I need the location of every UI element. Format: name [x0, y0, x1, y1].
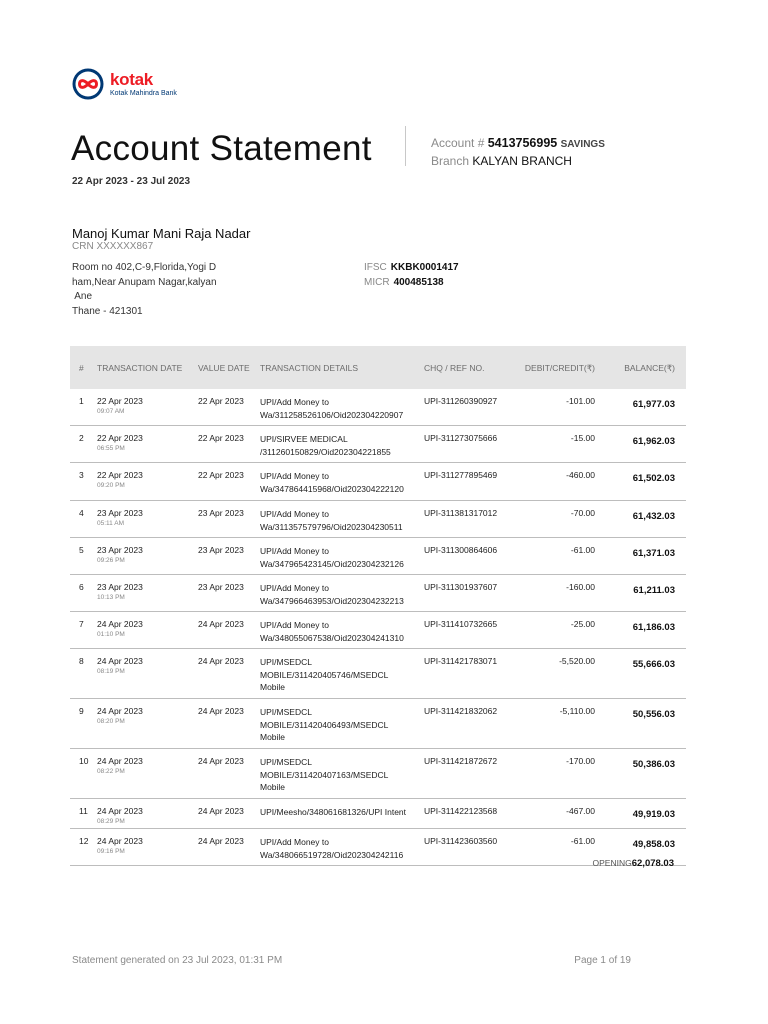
row-balance: 55,666.03	[632, 659, 675, 670]
row-transaction-date: 24 Apr 2023	[97, 706, 143, 716]
row-details-line: UPI/Meesho/348061681326/UPI Intent	[260, 807, 407, 817]
row-transaction-date: 24 Apr 2023	[97, 619, 143, 629]
account-number: 5413756995	[487, 136, 558, 150]
row-details-line: UPI/Add Money to	[260, 837, 329, 847]
row-transaction-date: 22 Apr 2023	[97, 433, 143, 443]
row-details-line: Mobile	[260, 682, 286, 692]
row-transaction-time: 08:19 PM	[97, 668, 125, 675]
bank-name: kotak	[110, 70, 153, 89]
header-ref: CHQ / REF NO.	[424, 363, 485, 373]
row-details-line: Mobile	[260, 782, 286, 792]
row-amount: -160.00	[566, 582, 595, 592]
row-transaction-date: 23 Apr 2023	[97, 545, 143, 555]
row-balance: 50,386.03	[632, 759, 675, 770]
row-balance: 61,977.03	[632, 399, 675, 410]
row-transaction-time: 01:10 PM	[97, 631, 125, 638]
row-transaction-time: 08:22 PM	[97, 768, 125, 775]
customer-name: Manoj Kumar Mani Raja Nadar	[72, 226, 251, 241]
row-details-line: /311260150829/Oid202304221855	[260, 446, 391, 457]
row-index: 2	[79, 433, 84, 443]
row-amount: -61.00	[570, 545, 595, 555]
account-info	[431, 136, 605, 150]
row-details	[260, 545, 428, 570]
row-details-line: Wa/347966463953/Oid202304232213	[260, 595, 404, 606]
table-body	[70, 389, 686, 866]
row-details-line: UPI/SIRVEE MEDICAL	[260, 434, 348, 444]
row-value-date: 22 Apr 2023	[198, 396, 244, 406]
customer-crn: CRN XXXXXX867	[72, 241, 154, 252]
header-index: #	[79, 363, 84, 373]
branch-label: Branch	[431, 154, 470, 168]
micr-info	[364, 277, 444, 288]
row-ref-number: UPI-311301937607	[424, 582, 498, 592]
row-value-date: 23 Apr 2023	[198, 508, 244, 518]
row-index: 1	[79, 396, 84, 406]
row-ref-number: UPI-311410732665	[424, 619, 498, 629]
opening-balance	[593, 858, 674, 869]
row-ref-number: UPI-311422123568	[424, 806, 498, 816]
row-ref-number: UPI-311300864606	[424, 545, 498, 555]
ifsc-info	[364, 262, 459, 273]
row-value-date: 24 Apr 2023	[198, 806, 244, 816]
row-ref-number: UPI-311260390927	[424, 396, 498, 406]
header-divider	[405, 126, 406, 166]
transactions-table	[70, 346, 686, 866]
account-type: SAVINGS	[560, 139, 605, 150]
row-details-line: UPI/Add Money to	[260, 583, 329, 593]
row-balance: 61,186.03	[632, 622, 675, 633]
row-details-line: UPI/Add Money to	[260, 620, 329, 630]
row-balance: 61,432.03	[632, 511, 675, 522]
row-ref-number: UPI-311421872672	[424, 756, 498, 766]
row-details-line: UPI/Add Money to	[260, 546, 329, 556]
row-index: 10	[79, 756, 89, 766]
row-transaction-date: 22 Apr 2023	[97, 396, 143, 406]
row-details	[260, 619, 428, 644]
header-txn-date: TRANSACTION DATE	[97, 363, 183, 373]
row-details	[260, 508, 428, 533]
row-details-line: Wa/348055067538/Oid202304241310	[260, 632, 404, 643]
row-ref-number: UPI-311421783071	[424, 656, 498, 666]
row-value-date: 24 Apr 2023	[198, 756, 244, 766]
row-value-date: 24 Apr 2023	[198, 619, 244, 629]
row-balance: 61,211.03	[633, 585, 675, 596]
row-balance: 61,502.03	[632, 473, 675, 484]
page-number: Page 1 of 19	[574, 955, 631, 966]
row-value-date: 24 Apr 2023	[198, 836, 244, 846]
row-details-line: MOBILE/311420406493/MSEDCL	[260, 719, 389, 730]
table-row	[70, 501, 686, 538]
row-details	[260, 433, 428, 458]
header-balance: BALANCE(₹)	[624, 363, 675, 373]
row-value-date: 24 Apr 2023	[198, 706, 244, 716]
row-index: 8	[79, 656, 84, 666]
row-amount: -5,110.00	[559, 706, 595, 716]
ifsc-label: IFSC	[364, 262, 387, 273]
row-amount: -170.00	[566, 756, 595, 766]
row-transaction-date: 22 Apr 2023	[97, 470, 143, 480]
row-index: 3	[79, 470, 84, 480]
row-ref-number: UPI-311273075666	[424, 433, 498, 443]
row-transaction-time: 10:13 PM	[97, 594, 125, 601]
ifsc-code: KKBK0001417	[390, 262, 459, 273]
row-transaction-time: 09:26 PM	[97, 557, 125, 564]
table-row	[70, 575, 686, 612]
row-details-line: MOBILE/311420407163/MSEDCL	[260, 769, 389, 780]
row-details	[260, 396, 428, 421]
row-details	[260, 582, 428, 607]
row-details-line: Wa/347864415968/Oid202304222120	[260, 483, 404, 494]
row-transaction-time: 09:16 PM	[97, 848, 125, 855]
table-row	[70, 749, 686, 799]
row-index: 5	[79, 545, 84, 555]
row-transaction-time: 08:20 PM	[97, 718, 125, 725]
row-ref-number: UPI-311381317012	[424, 508, 498, 518]
row-index: 11	[79, 806, 88, 816]
branch-name: KALYAN BRANCH	[472, 154, 572, 168]
opening-value: 62,078.03	[631, 858, 674, 869]
row-amount: -460.00	[566, 470, 595, 480]
row-details-line: UPI/MSEDCL	[260, 707, 312, 717]
row-ref-number: UPI-311421832062	[424, 706, 498, 716]
address-line: ham,Near Anupam Nagar,kalyan	[72, 276, 217, 288]
opening-label: OPENING	[592, 858, 632, 868]
table-row	[70, 538, 686, 575]
micr-code: 400485138	[393, 277, 444, 288]
table-row	[70, 389, 686, 426]
table-row	[70, 699, 686, 749]
row-amount: -70.00	[570, 508, 595, 518]
row-transaction-date: 24 Apr 2023	[97, 756, 143, 766]
row-transaction-time: 09:07 AM	[97, 408, 125, 415]
row-transaction-date: 24 Apr 2023	[97, 836, 143, 846]
row-balance: 50,556.03	[632, 709, 675, 720]
row-details	[260, 756, 428, 794]
row-balance: 61,371.03	[632, 548, 675, 559]
row-value-date: 24 Apr 2023	[198, 656, 244, 666]
table-row	[70, 649, 686, 699]
row-value-date: 22 Apr 2023	[198, 433, 244, 443]
row-transaction-date: 24 Apr 2023	[97, 656, 143, 666]
table-row	[70, 612, 686, 649]
row-balance: 49,858.03	[632, 839, 675, 850]
address-line: Ane	[72, 291, 93, 302]
table-row	[70, 799, 686, 829]
row-index: 9	[79, 706, 84, 716]
row-ref-number: UPI-311423603560	[424, 836, 498, 846]
row-value-date: 23 Apr 2023	[198, 545, 244, 555]
header-details: TRANSACTION DETAILS	[260, 363, 359, 373]
row-details-line: UPI/MSEDCL	[260, 657, 312, 667]
kotak-logo	[72, 68, 177, 100]
row-value-date: 22 Apr 2023	[198, 470, 244, 480]
row-amount: -467.00	[566, 806, 595, 816]
row-amount: -61.00	[570, 836, 595, 846]
row-transaction-time: 08:29 PM	[97, 818, 125, 825]
row-transaction-date: 24 Apr 2023	[97, 806, 143, 816]
table-row	[70, 463, 686, 501]
row-details-line: UPI/Add Money to	[260, 471, 329, 481]
row-index: 12	[79, 836, 89, 846]
row-details-line: Wa/311357579796/Oid202304230511	[260, 521, 403, 532]
statement-generated: Statement generated on 23 Jul 2023, 01:31 PM	[72, 955, 283, 966]
row-details	[260, 656, 428, 694]
row-index: 6	[79, 582, 84, 592]
row-value-date: 23 Apr 2023	[198, 582, 244, 592]
row-transaction-date: 23 Apr 2023	[97, 508, 143, 518]
header-value-date: VALUE DATE	[198, 363, 250, 373]
row-transaction-time: 09:20 PM	[97, 482, 125, 489]
row-amount: -5,520.00	[559, 656, 595, 666]
row-amount: -25.00	[570, 619, 595, 629]
row-ref-number: UPI-311277895469	[424, 470, 498, 480]
row-details-line: UPI/Add Money to	[260, 397, 329, 407]
page-title: Account Statement	[71, 129, 372, 168]
row-transaction-time: 06:55 PM	[97, 445, 125, 452]
row-details-line: Mobile	[260, 732, 286, 742]
row-details-line: Wa/311258526106/Oid202304220907	[260, 409, 404, 420]
row-amount: -101.00	[566, 396, 595, 406]
row-details-line: MOBILE/311420405746/MSEDCL	[260, 669, 389, 680]
row-details-line: UPI/Add Money to	[260, 509, 329, 519]
table-header	[70, 346, 686, 389]
branch-info	[431, 154, 572, 168]
statement-period: 22 Apr 2023 - 23 Jul 2023	[72, 176, 191, 187]
row-index: 4	[79, 508, 84, 518]
kotak-infinity-icon	[72, 68, 104, 100]
row-details-line: Wa/347965423145/Oid202304232126	[260, 558, 404, 569]
account-label: Account #	[431, 136, 485, 150]
row-amount: -15.00	[570, 433, 595, 443]
row-transaction-date: 23 Apr 2023	[97, 582, 143, 592]
row-details	[260, 706, 428, 744]
row-details-line: UPI/MSEDCL	[260, 757, 312, 767]
row-index: 7	[79, 619, 84, 629]
micr-label: MICR	[364, 277, 390, 288]
bank-subtitle: Kotak Mahindra Bank	[110, 90, 177, 97]
table-row	[70, 426, 686, 463]
customer-address	[72, 261, 272, 319]
row-details-line: Wa/348066519728/Oid202304242116	[260, 849, 404, 860]
address-line: Room no 402,C-9,Florida,Yogi D	[72, 262, 217, 273]
row-details	[260, 806, 428, 819]
row-details	[260, 470, 428, 495]
header-debit-credit: DEBIT/CREDIT(₹)	[524, 363, 595, 373]
row-balance: 61,962.03	[632, 436, 675, 447]
row-details	[260, 836, 428, 861]
row-transaction-time: 05:11 AM	[97, 520, 124, 527]
row-balance: 49,919.03	[632, 809, 675, 820]
address-line: Thane - 421301	[72, 305, 143, 317]
